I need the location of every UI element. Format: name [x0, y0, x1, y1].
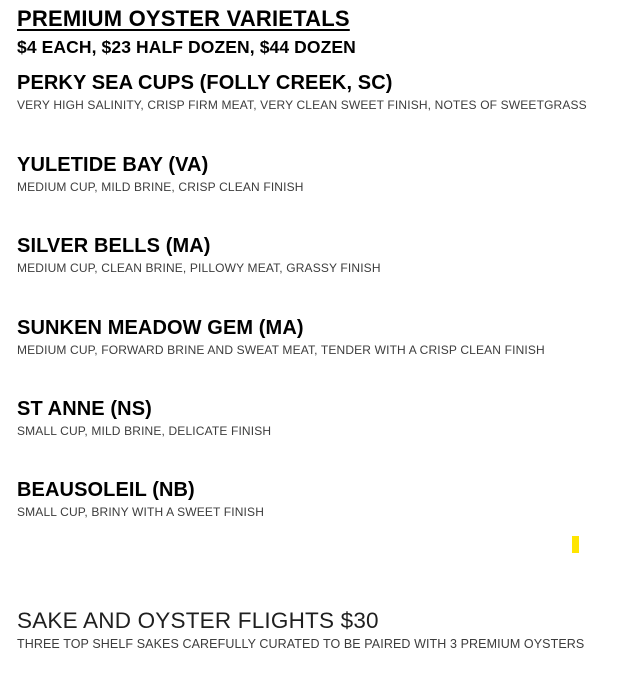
oyster-description: MEDIUM CUP, FORWARD BRINE AND SWEAT MEAT, TENDER WITH A CRISP CLEAN FINISH — [17, 342, 545, 357]
oyster-description: SMALL CUP, BRINY WITH A SWEET FINISH — [17, 505, 265, 520]
oyster-entry-list — [17, 72, 620, 519]
sake-flight-title: SAKE AND OYSTER FLIGHTS $30 — [17, 607, 379, 633]
oyster-name: PERKY SEA CUPS (FOLLY CREEK, SC) — [17, 72, 393, 95]
oyster-entry — [17, 72, 620, 112]
oyster-description: VERY HIGH SALINITY, CRISP FIRM MEAT, VERY CLEAN SWEET FINISH, NOTES OF SWEETGRASS — [17, 98, 587, 113]
oyster-name: BEAUSOLEIL (NB) — [17, 479, 195, 502]
sake-flight-description: THREE TOP SHELF SAKES CAREFULLY CURATED TO BE PAIRED WITH 3 PREMIUM OYSTERS — [17, 636, 585, 651]
oyster-entry — [17, 398, 620, 438]
yellow-caret-highlight — [572, 536, 579, 553]
oyster-description: MEDIUM CUP, MILD BRINE, CRISP CLEAN FINISH — [17, 179, 304, 194]
menu-title: PREMIUM OYSTER VARIETALS — [17, 6, 350, 31]
oyster-entry — [17, 479, 620, 519]
oyster-entry — [17, 154, 620, 194]
oyster-name: YULETIDE BAY (VA) — [17, 153, 209, 176]
oyster-description: MEDIUM CUP, CLEAN BRINE, PILLOWY MEAT, GRASSY FINISH — [17, 261, 381, 276]
menu-pricing-line: $4 EACH, $23 HALF DOZEN, $44 DOZEN — [17, 37, 356, 58]
oyster-name: SUNKEN MEADOW GEM (MA) — [17, 316, 304, 339]
sake-flight-section — [17, 607, 620, 652]
oyster-name: SILVER BELLS (MA) — [17, 235, 211, 258]
oyster-entry — [17, 235, 620, 275]
oyster-entry — [17, 317, 620, 357]
oyster-name: ST ANNE (NS) — [17, 397, 152, 420]
oyster-description: SMALL CUP, MILD BRINE, DELICATE FINISH — [17, 423, 272, 438]
